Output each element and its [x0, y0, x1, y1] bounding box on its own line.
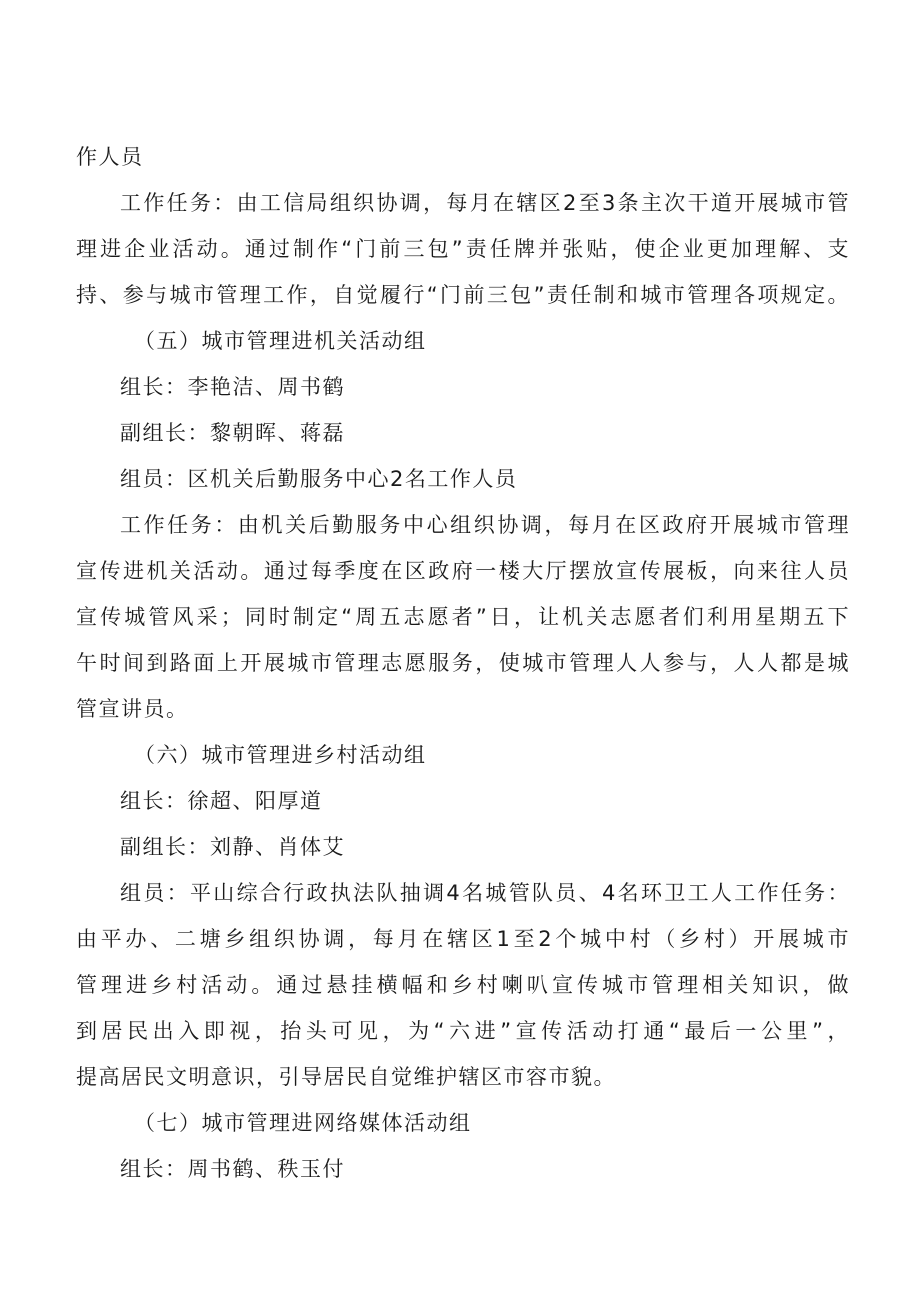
section-heading: （五）城市管理进机关活动组	[134, 329, 427, 353]
text-line: 工作任务：由工信局组织协调，每月在辖区2至3条主次干道开展城市管	[120, 191, 850, 215]
text-line: 宣传进机关活动。通过每季度在区政府一楼大厅摆放宣传展板，向来往人员	[76, 559, 850, 583]
text-line: 理进企业活动。通过制作“门前三包”责任牌并张贴，使企业更加理解、支	[76, 237, 850, 261]
text-line: 持、参与城市管理工作，自觉履行“门前三包”责任制和城市管理各项规定。	[76, 283, 850, 307]
text-line: 午时间到路面上开展城市管理志愿服务，使城市管理人人参与，人人都是城	[76, 651, 850, 675]
text-line: 副组长：黎朝晖、蒋磊	[120, 421, 345, 445]
text-line: 组员：平山综合行政执法队抽调4名城管队员、4名环卫工人工作任务：	[120, 881, 850, 905]
text-line: 到居民出入即视，抬头可见，为“六进”宣传活动打通“最后一公里”，	[76, 1019, 850, 1043]
text-line: 组长：李艳洁、周书鹤	[120, 375, 345, 399]
text-line: 由平办、二塘乡组织协调，每月在辖区1至2个城中村（乡村）开展城市	[76, 927, 850, 951]
text-line: 提高居民文明意识，引导居民自觉维护辖区市容市貌。	[76, 1065, 616, 1089]
text-line: 副组长：刘静、肖体艾	[120, 835, 345, 859]
text-line: 作人员	[76, 145, 144, 169]
text-line: 宣传城管风采；同时制定“周五志愿者”日，让机关志愿者们利用星期五下	[76, 605, 850, 629]
text-line: 组长：徐超、阳厚道	[120, 789, 323, 813]
text-line: 管理进乡村活动。通过悬挂横幅和乡村喇叭宣传城市管理相关知识，做	[76, 973, 850, 997]
text-line: 组长：周书鹤、秩玉付	[120, 1157, 345, 1181]
section-heading: （七）城市管理进网络媒体活动组	[134, 1111, 472, 1135]
section-heading: （六）城市管理进乡村活动组	[134, 743, 427, 767]
text-line: 组员：区机关后勤服务中心2名工作人员	[120, 467, 518, 491]
text-line: 工作任务：由机关后勤服务中心组织协调，每月在区政府开展城市管理	[120, 513, 850, 537]
text-line: 管宣讲员。	[76, 697, 189, 721]
